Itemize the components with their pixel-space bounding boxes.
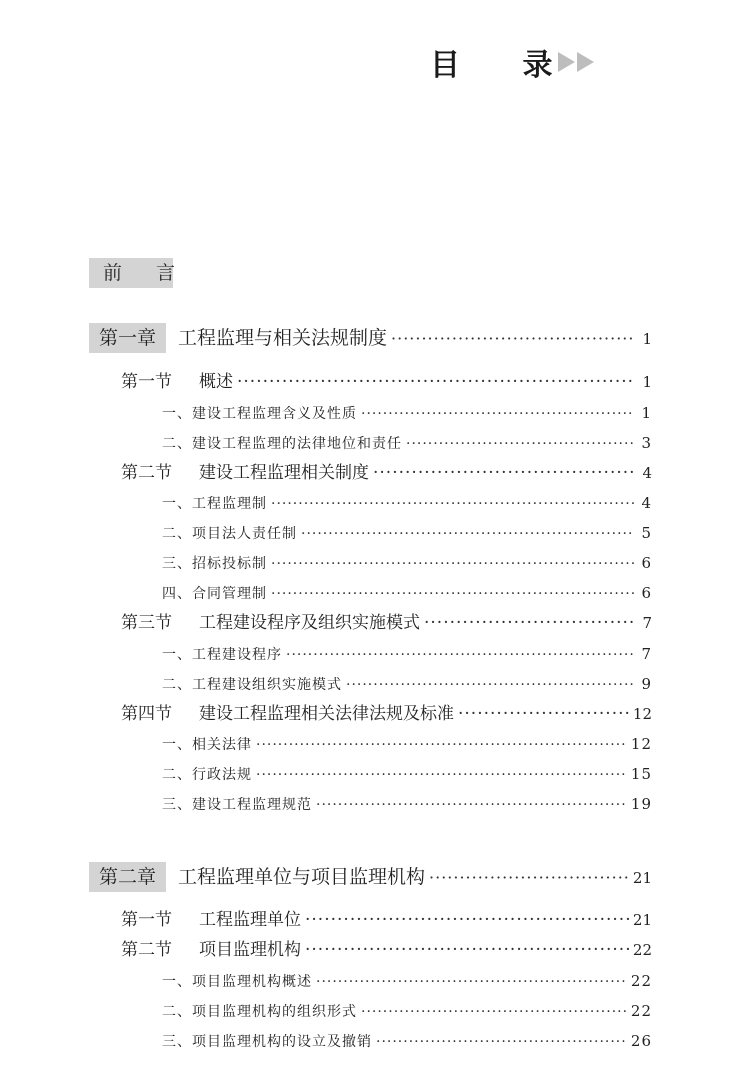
page-number: 15 — [630, 765, 652, 783]
toc-item[interactable] — [162, 791, 652, 817]
toc-item[interactable] — [162, 641, 652, 667]
item-title: 二、项目监理机构的组织形式 — [162, 1004, 357, 1020]
section-title: 建设工程监理相关制度 — [199, 463, 369, 483]
page-number: 12 — [630, 735, 652, 753]
item-title: 二、建设工程监理的法律地位和责任 — [162, 436, 402, 452]
dot-leader — [305, 936, 629, 964]
item-title: 三、项目监理机构的设立及撤销 — [162, 1034, 372, 1050]
dot-leader — [286, 642, 634, 668]
section-title: 概述 — [199, 372, 233, 392]
dot-leader — [424, 609, 634, 637]
toc-item[interactable] — [162, 580, 652, 606]
page-number: 1 — [642, 373, 652, 391]
chapter-2-entry[interactable] — [89, 862, 652, 892]
dot-leader — [305, 906, 629, 934]
dot-leader — [373, 459, 634, 487]
section-title: 项目监理机构 — [199, 940, 301, 960]
toc-section[interactable] — [121, 459, 652, 487]
dot-leader — [271, 551, 634, 577]
page-number: 19 — [630, 795, 652, 813]
toc-item[interactable] — [162, 761, 652, 787]
item-title: 二、行政法规 — [162, 767, 252, 783]
dot-leader — [361, 999, 627, 1025]
item-title: 三、建设工程监理规范 — [162, 797, 312, 813]
toc-item[interactable] — [162, 430, 652, 456]
item-title: 三、招标投标制 — [162, 556, 267, 572]
section-title: 工程建设程序及组织实施模式 — [199, 613, 420, 633]
page-number: 22 — [630, 1002, 652, 1020]
dot-leader — [391, 329, 634, 348]
page-number: 22 — [632, 941, 652, 959]
item-title: 二、工程建设组织实施模式 — [162, 677, 342, 693]
dot-leader — [429, 868, 629, 887]
dot-leader — [316, 792, 627, 818]
section-number: 第二节 — [121, 940, 172, 960]
dot-leader — [406, 431, 634, 457]
preface-heading[interactable]: 前 言 — [89, 258, 173, 288]
page-title: 目 录 — [430, 48, 579, 83]
dot-leader — [316, 969, 627, 995]
toc-item[interactable] — [162, 550, 652, 576]
page-number: 6 — [641, 554, 652, 572]
dot-leader — [458, 700, 629, 728]
item-title: 一、工程监理制 — [162, 496, 267, 512]
arrow-right-icon — [577, 52, 594, 72]
page-number: 7 — [642, 614, 652, 632]
toc-item[interactable] — [162, 671, 652, 697]
section-number: 第一节 — [121, 372, 172, 392]
page-number: 1 — [642, 330, 652, 348]
section-title: 工程监理单位 — [199, 910, 301, 930]
section-number: 第二节 — [121, 463, 172, 483]
dot-leader — [301, 521, 634, 547]
item-title: 四、合同管理制 — [162, 586, 267, 602]
dot-leader — [271, 491, 634, 517]
toc-section[interactable] — [121, 609, 652, 637]
toc-item[interactable] — [162, 731, 652, 757]
page-number: 26 — [630, 1032, 652, 1050]
arrow-right-icon — [558, 52, 575, 72]
section-number: 第四节 — [121, 704, 172, 724]
section-number: 第一节 — [121, 910, 172, 930]
page-number: 3 — [641, 434, 652, 452]
section-number: 第三节 — [121, 613, 172, 633]
dot-leader — [346, 672, 634, 698]
item-title: 二、项目法人责任制 — [162, 526, 297, 542]
section-title: 建设工程监理相关法律法规及标准 — [199, 704, 454, 724]
item-title: 一、建设工程监理含义及性质 — [162, 406, 357, 422]
dot-leader — [271, 581, 634, 607]
toc-section[interactable] — [121, 906, 652, 934]
chapter-number: 第二章 — [89, 862, 166, 892]
dot-leader — [361, 401, 634, 427]
page-number: 22 — [630, 972, 652, 990]
toc-section[interactable] — [121, 700, 652, 728]
toc-item[interactable] — [162, 400, 652, 426]
toc-item[interactable] — [162, 968, 652, 994]
page-number: 4 — [642, 464, 652, 482]
page-number: 4 — [641, 494, 652, 512]
page-number: 5 — [641, 524, 652, 542]
page-number: 21 — [632, 869, 652, 887]
toc-item[interactable] — [162, 520, 652, 546]
chapter-number: 第一章 — [89, 323, 166, 353]
dot-leader — [256, 762, 627, 788]
item-title: 一、工程建设程序 — [162, 647, 282, 663]
page-number: 1 — [641, 404, 652, 422]
page-number: 12 — [632, 705, 652, 723]
toc-item[interactable] — [162, 1028, 652, 1054]
page-number: 6 — [641, 584, 652, 602]
dot-leader — [256, 732, 627, 758]
toc-section[interactable] — [121, 368, 652, 396]
item-title: 一、项目监理机构概述 — [162, 974, 312, 990]
double-arrow-icon — [558, 52, 594, 72]
chapter-1-entry[interactable] — [89, 323, 652, 353]
chapter-title: 工程监理单位与项目监理机构 — [178, 866, 426, 888]
page-number: 21 — [632, 911, 652, 929]
item-title: 一、相关法律 — [162, 737, 252, 753]
chapter-title: 工程监理与相关法规制度 — [178, 327, 388, 349]
toc-item[interactable] — [162, 490, 652, 516]
dot-leader — [237, 368, 634, 396]
page-number: 7 — [641, 645, 652, 663]
toc-section[interactable] — [121, 936, 652, 964]
dot-leader — [376, 1029, 627, 1055]
toc-item[interactable] — [162, 998, 652, 1024]
page-number: 9 — [641, 675, 652, 693]
